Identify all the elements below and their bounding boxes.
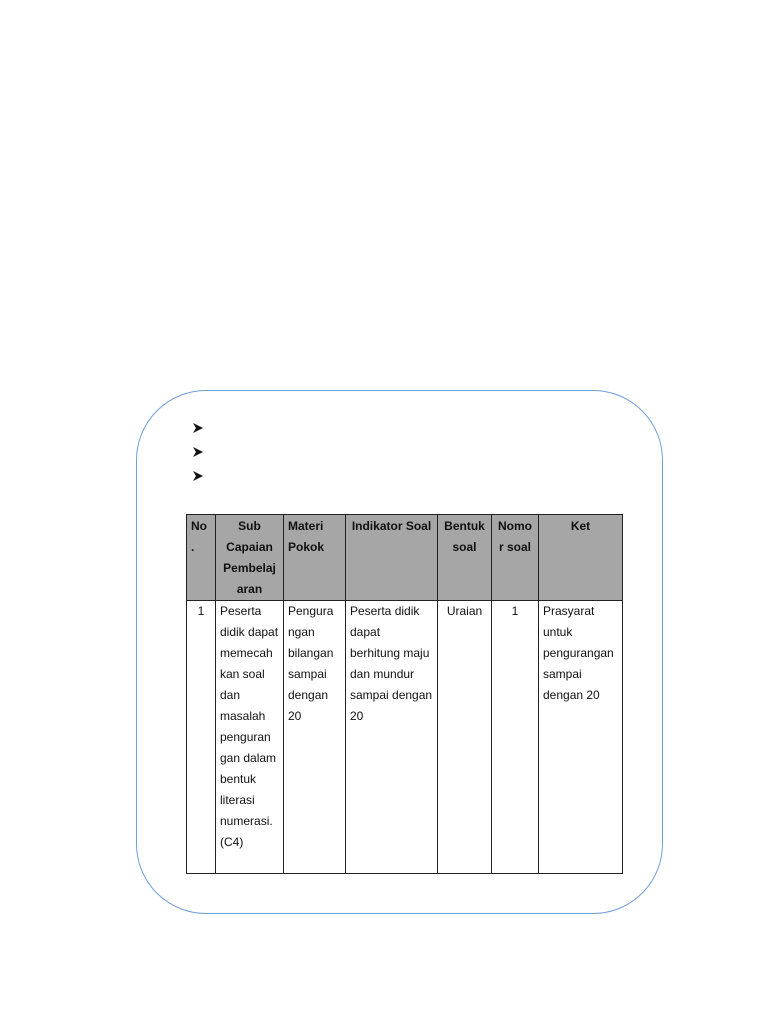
cell-no: 1 bbox=[187, 601, 216, 874]
cell-indikator-soal: Peserta didik dapat berhitung maju dan mundur sampai dengan 20 bbox=[346, 601, 438, 874]
header-bentuk-soal: Bentuk soal bbox=[438, 515, 492, 601]
cell-sub-capaian: Peserta didik dapat memecah kan soal dan masalah penguran gan dalam bentuk literasi numerasi. (C4) bbox=[216, 601, 284, 874]
table-row bbox=[187, 601, 623, 874]
cell-ket: Prasyarat untuk pengurangan sampai dengan 20 bbox=[539, 601, 623, 874]
header-sub-capaian: Sub Capaian Pembelaj aran bbox=[216, 515, 284, 601]
header-no: No . bbox=[187, 515, 216, 601]
header-indikator-soal: Indikator Soal bbox=[346, 515, 438, 601]
arrow-bullet-icon bbox=[192, 470, 204, 482]
list-item bbox=[192, 469, 204, 493]
arrow-bullet-icon bbox=[192, 446, 204, 458]
arrow-bullet-icon bbox=[192, 422, 204, 434]
list-item bbox=[192, 421, 204, 445]
cell-materi-pokok: Pengura ngan bilangan sampai dengan 20 bbox=[284, 601, 346, 874]
header-nomor-soal: Nomo r soal bbox=[492, 515, 539, 601]
bullet-list bbox=[192, 421, 204, 493]
cell-bentuk-soal: Uraian bbox=[438, 601, 492, 874]
list-item bbox=[192, 445, 204, 469]
header-materi-pokok: Materi Pokok bbox=[284, 515, 346, 601]
table-header-row bbox=[187, 515, 623, 601]
cell-nomor-soal: 1 bbox=[492, 601, 539, 874]
question-grid-table bbox=[186, 514, 623, 874]
header-ket: Ket bbox=[539, 515, 623, 601]
